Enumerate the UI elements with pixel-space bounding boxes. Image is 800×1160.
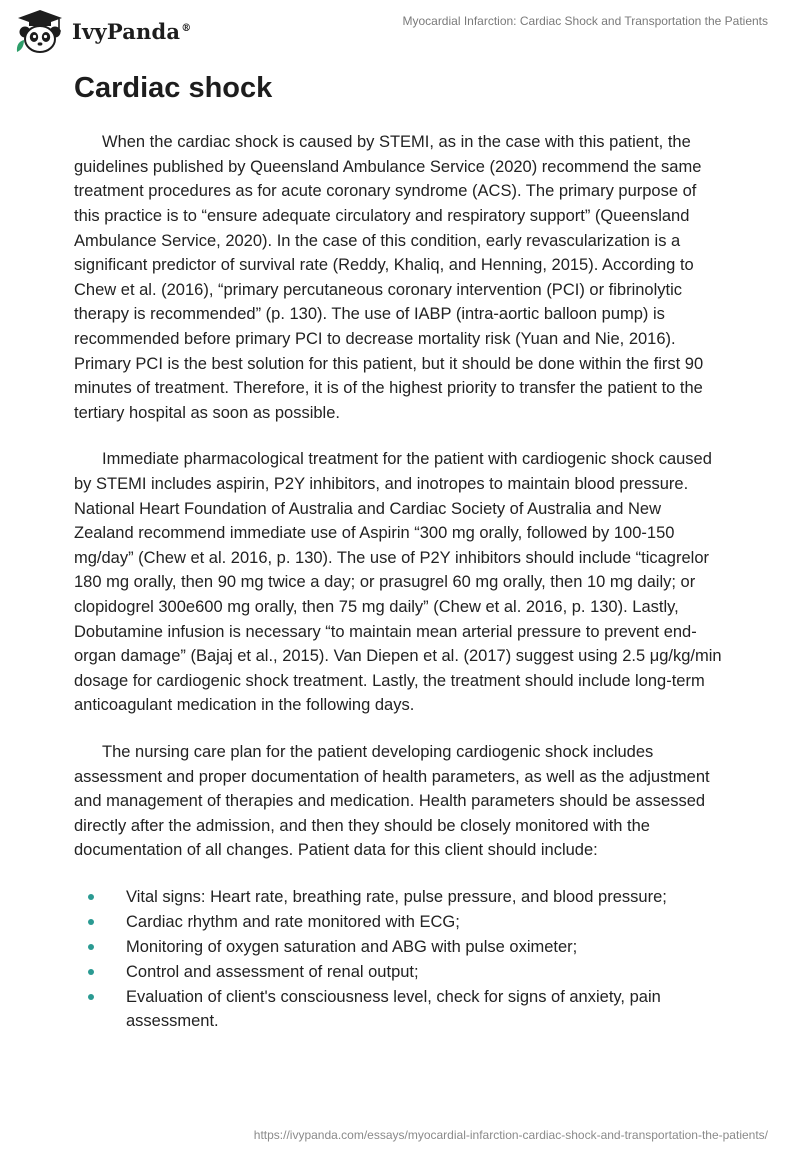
brand-name: IvyPanda®: [72, 18, 192, 44]
bullet-icon: [88, 994, 94, 1000]
brand-logo[interactable]: [14, 8, 191, 54]
page-header: [0, 0, 800, 60]
paragraph: The nursing care plan for the patient developing cardiogenic shock includes assessment and proper documentation of health parameters, as well as the adjustment and management of therapies and medication. Health parameters should be assessed directly after the admission, and then they should be closely monitored with the documentation of all changes. Patient data for this client should include:: [74, 742, 710, 860]
paragraph: Immediate pharmacological treatment for the patient with cardiogenic shock caused by STEMI includes aspirin, P2Y inhibitors, and inotropes to maintain blood pressure. National Heart Foundation of Australia and Cardiac Society of Australia and New Zealand recommend immediate use of Aspirin “300 mg orally, followed by 100-150 mg/day” (Chew et al. 2016, p. 130). The use of P2Y inhibitors should include “ticagrelor 180 mg orally, then 90 mg twice a day; or prasugrel 60 mg orally, then 10 mg daily; or clopidogrel 300e600 mg orally, then 75 mg daily” (Chew et al. 2016, p. 130). Lastly, Dobutamine infusion is necessary “to maintain mean arterial pressure to prevent end-organ damage” (Bajaj et al., 2015). Van Diepen et al. (2017) suggest using 2.5 μg/kg/min dosage for cardiogenic shock treatment. Lastly, the treatment should include long-term anticoagulant medication in the following days.: [74, 450, 722, 715]
document-title: Myocardial Infarction: Cardiac Shock and Transportation the Patients: [402, 14, 768, 28]
bullet-icon: [88, 894, 94, 900]
bullet-icon: [88, 919, 94, 925]
bullet-icon: [88, 944, 94, 950]
panda-graduate-logo-icon: [14, 8, 66, 54]
list-item-text: Evaluation of client's consciousness level, check for signs of anxiety, pain assessment.: [126, 987, 661, 1031]
paragraph: When the cardiac shock is caused by STEMI, as in the case with this patient, the guidelines published by Queensland Ambulance Service (2020) recommend the same treatment procedures as for acute coronary syndrome (ACS). The primary purpose of this practice is to “ensure adequate circulatory and respiratory support” (Queensland Ambulance Service, 2020). In the case of this condition, early revascularization is a significant predictor of survival rate (Reddy, Khaliq, and Henning, 2015). According to Chew et al. (2016), “primary percutaneous coronary intervention (PCI) or fibrinolytic therapy is recommended” (p. 130). The use of IABP (intra-aortic balloon pump) is recommended before primary PCI to decrease mortality risk (Yuan and Nie, 2016). Primary PCI is the best solution for this patient, but it should be done within the first 90 minutes of treatment. Therefore, it is of the highest priority to transfer the patient to the tertiary hospital as soon as possible.: [74, 133, 704, 422]
list-item-text: Monitoring of oxygen saturation and ABG with pulse oximeter;: [126, 937, 578, 956]
list-item-text: Vital signs: Heart rate, breathing rate, pulse pressure, and blood pressure;: [126, 887, 667, 906]
article-body: [74, 70, 724, 1034]
list-item-text: Cardiac rhythm and rate monitored with ECG;: [126, 912, 460, 931]
list-item: [74, 935, 724, 960]
bullet-icon: [88, 969, 94, 975]
list-item: [74, 885, 724, 910]
list-item: [74, 985, 724, 1034]
list-item-text: Control and assessment of renal output;: [126, 962, 419, 981]
list-item: [74, 960, 724, 985]
section-heading: Cardiac shock: [74, 72, 273, 104]
patient-data-list: [74, 885, 724, 1034]
list-item: [74, 910, 724, 935]
source-url[interactable]: https://ivypanda.com/essays/myocardial-infarction-cardiac-shock-and-transportation-the-patients/: [253, 1128, 768, 1142]
